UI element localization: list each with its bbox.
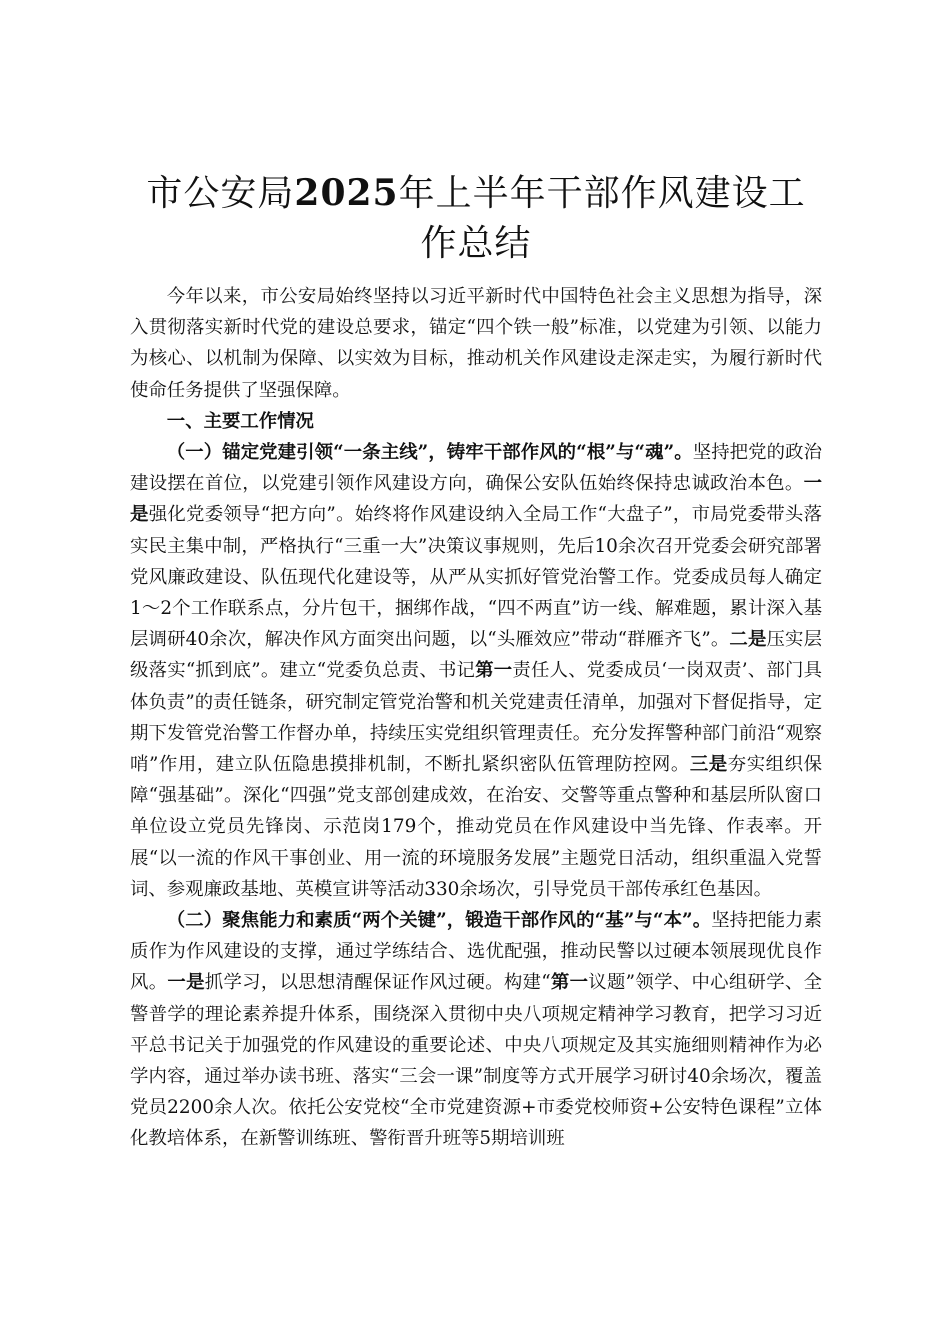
text-span: 抓学习，以思想清醒保证作风过硬。构建“	[204, 972, 551, 994]
text-span: 强化党委领导“把方向”。始终将作风建设纳入全局工作“大盘子”，市局党委带头落实民主集中制，严格执行“三重一大”决策议事规则，先后10余次召开党委会研究部署党风廉政建设、队伍现代化建设等，从严从实抓好管党治警工作。党委成员每人确定1～2个工作联系点，分片包干，捆绑作战，“四不两直”访一线、解难题，累计深入基层调研40余次，解决作风方面突出问题，以“头雁效应”带动“群雁齐飞”。	[130, 504, 822, 651]
text-span: 坚持把能力素质作为作风建设的支撑，通过学练结合、选优配强，推动民警以过硬本领展现优良作风。	[130, 910, 822, 994]
intro-paragraph: 今年以来，市公安局始终坚持以习近平新时代中国特色社会主义思想为指导，深入贯彻落实新时代党的建设总要求，锚定“四个铁一般”标准，以党建为引领、以能力为核心、以机制为保障、以实效为目标，推动机关作风建设走深走实，为履行新时代使命任务提供了坚强保障。	[130, 286, 822, 401]
subheading-party-building: （一）锚定党建引领“一条主线”，铸牢干部作风的“根”与“魂”。	[166, 442, 693, 464]
section-heading-main-work: 一、主要工作情况	[166, 410, 314, 432]
text-span: 压实层级落实“抓到底”。建立“党委负总责、书记	[130, 629, 822, 682]
text-span: 夯实组织保障“强基础”。深化“四强”党支部创建成效，在治安、交警等重点警种和基层所队窗口单位设立党员先锋岗、示范岗179个，推动党员在作风建设中当先锋、作表率。开展“以一流的作风干事创业、用一流的环境服务发展”主题党日活动，组织重温入党誓词、参观廉政基地、英模宣讲等活动330余场次，引导党员干部传承红色基因。	[130, 754, 822, 900]
keyword-first: 一是	[167, 972, 205, 994]
keyword-first: 一是	[130, 473, 822, 526]
document-title	[130, 168, 822, 269]
keyword-first-responsible: 第一	[475, 660, 513, 682]
keyword-first-topic: 第一	[550, 972, 589, 994]
title-suffix: 年上半年干部作风建设工作总结	[398, 173, 806, 264]
paragraph-party-building	[130, 437, 822, 905]
document-page	[130, 168, 822, 1155]
text-span: 责任人、党委成员‘一岗双责’、部门具体负责”的责任链条，研究制定管党治警和机关党建责任清单，加强对下督促指导，定期下发管党治警工作督办单，持续压实党组织管理责任。充分发挥警种部门前沿“观察哨”作用，建立队伍隐患摸排机制，不断扎紧织密队伍管理防控网。	[130, 660, 822, 776]
title-year: 2025	[294, 172, 399, 214]
keyword-second: 二是	[729, 629, 767, 651]
text-span: 坚持把党的政治建设摆在首位，以党建引领作风建设方向，确保公安队伍始终保持忠诚政治本色。	[130, 442, 822, 495]
paragraph-ability-quality	[130, 905, 822, 1155]
text-span: 议题”领学、中心组研学、全警普学的理论素养提升体系，围绕深入贯彻中央八项规定精神学习教育，把学习习近平总书记关于加强党的作风建设的重要论述、中央八项规定及其实施细则精神作为必学内容，通过举办读书班、落实“三会一课”制度等方式开展学习研讨40余场次，覆盖党员2200余人次。依托公安党校“全市党建资源+市委党校师资+公安特色课程”立体化教培体系，在新警训练班、警衔晋升班等5期培训班	[130, 972, 822, 1150]
keyword-third: 三是	[689, 754, 728, 776]
subheading-ability-quality: （二）聚焦能力和素质“两个关键”，锻造干部作风的“基”与“本”。	[166, 910, 712, 932]
title-prefix: 市公安局	[146, 173, 295, 214]
